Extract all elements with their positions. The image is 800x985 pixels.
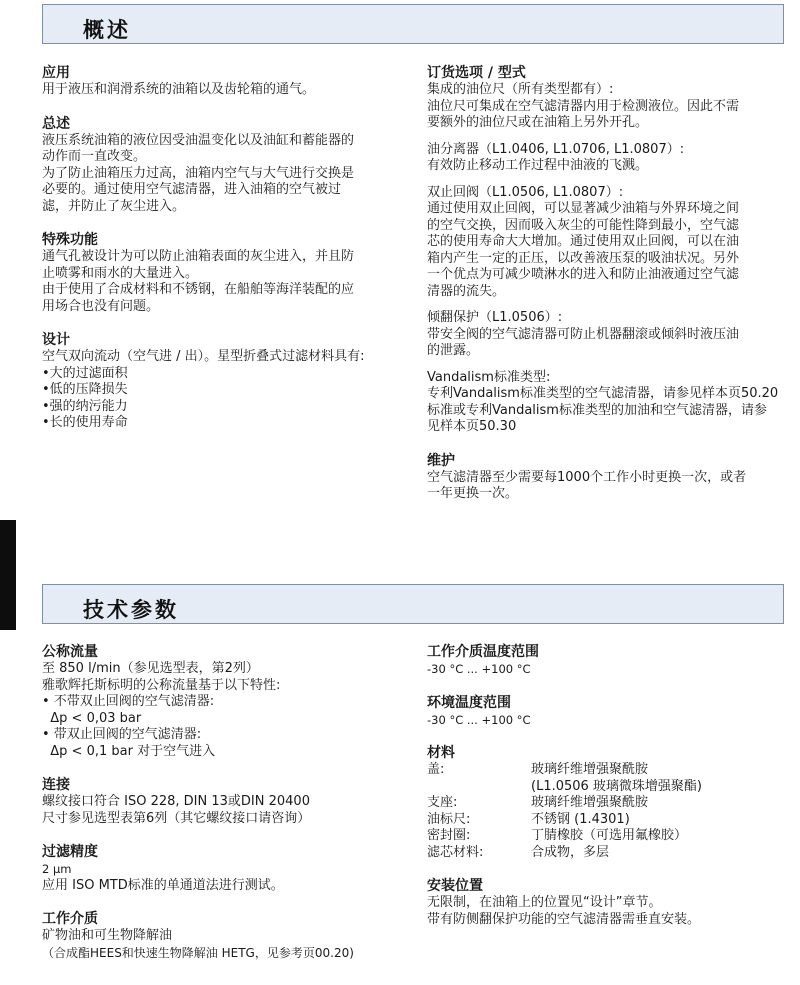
install-line: 无限制，在油箱上的位置见“设计”章节。: [427, 895, 662, 910]
material-row: [427, 762, 792, 779]
precision-heading: 过滤精度: [42, 844, 98, 860]
summary-line: 液压系统油箱的液位因受油温变化以及油缸和蓄能器的: [42, 132, 355, 148]
maintenance-heading: 维护: [427, 452, 455, 469]
flow-line: • 不带双止回阀的空气滤清器:: [42, 694, 215, 709]
connection-line: 尺寸参见选型表第6列（其它螺纹接口请咨询）: [42, 810, 311, 826]
work-temp-heading: 工作介质温度范围: [427, 644, 539, 660]
install-heading: 安装位置: [427, 878, 483, 894]
flow-line: Δp < 0,1 bar 对于空气进入: [42, 743, 216, 759]
ordering-line: 专利Vandalism标准类型的空气滤清器，请参见样本页50.20: [427, 386, 779, 401]
material-value: 不锈钢 (1.4301): [531, 811, 630, 827]
ordering-line: 油位尺可集成在空气滤清器内用于检测液位。因此不需: [427, 98, 740, 114]
design-line: 空气双向流动（空气进 / 出）。星型折叠式过滤材料具有:: [42, 349, 365, 364]
ordering-line: 有效防止移动工作过程中油液的飞溅。: [427, 158, 649, 173]
material-row: [427, 795, 792, 812]
ordering-line: 一个优点为可减少喷淋水的进入和防止油液通过空气滤: [427, 267, 740, 282]
ordering-line: 带安全阀的空气滤清器可防止机器翻滚或倾斜时液压油: [427, 326, 740, 342]
special-line: 用场合也没有问题。: [42, 298, 160, 314]
ordering-line: 双止回阀（L1.0506, L1.0807）:: [427, 184, 624, 200]
special-line: 由于使用了合成材料和不锈钢，在船舶等海洋装配的应: [42, 282, 355, 297]
material-row: [427, 828, 792, 845]
ordering-line: 箱内产生一定的正压，以改善液压泵的吸油状况。另外: [427, 250, 740, 266]
summary-heading: 总述: [42, 115, 70, 132]
connection-heading: 连接: [42, 777, 70, 793]
connection-line: 螺纹接口符合 ISO 228, DIN 13或DIN 20400: [42, 794, 310, 809]
application-text: 用于液压和润滑系统的油箱以及齿轮箱的通气。: [42, 82, 316, 97]
design-bullet: •长的使用寿命: [42, 415, 128, 430]
precision-line: 2 µm: [42, 862, 72, 876]
material-value: 丁腈橡胶（可选用氟橡胶）: [531, 828, 688, 843]
ordering-line: 标准或专利Vandalism标准类型的加油和空气滤清器，请参: [427, 402, 767, 418]
ordering-line: 倾翻保护（L1.0506）:: [427, 310, 563, 325]
env-temp-value: -30 °C ... +100 °C: [427, 712, 531, 727]
summary-line: 为了防止油箱压力过高，油箱内空气与大气进行交换是: [42, 165, 355, 181]
ordering-line: 的泄露。: [427, 343, 480, 358]
media-line: 矿物油和可生物降解油: [42, 928, 173, 943]
ordering-line: 通过使用双止回阀，可以显著减少油箱与外界环境之间: [427, 201, 740, 216]
material-label: 滤芯材料:: [427, 844, 484, 860]
overview-title: 概述: [83, 18, 131, 42]
env-temp-heading: 环境温度范围: [427, 694, 511, 711]
material-value: (L1.0506 玻璃微珠增强聚酯): [531, 778, 703, 794]
ordering-line: 要额外的油位尺或在油箱上另外开孔。: [427, 115, 649, 130]
material-value: 玻璃纤维增强聚酰胺: [531, 762, 649, 777]
flow-line: Δp < 0,03 bar: [42, 710, 142, 726]
material-value: 玻璃纤维增强聚酰胺: [531, 795, 649, 810]
design-bullet: •低的压降损失: [42, 382, 128, 397]
material-row: [427, 779, 792, 796]
design-bullet: •强的纳污能力: [42, 398, 128, 414]
special-heading: 特殊功能: [42, 232, 98, 248]
material-label: 盖:: [427, 762, 445, 777]
tech-header: [42, 584, 784, 624]
ordering-line: Vandalism标准类型:: [427, 369, 551, 385]
material-label: [427, 779, 531, 796]
install-line: 带有防侧翻保护功能的空气滤清器需垂直安装。: [427, 911, 701, 927]
flow-line: 雅歌辉托斯标明的公称流量基于以下特性:: [42, 677, 281, 693]
ordering-line: 集成的油位尺（所有类型都有）:: [427, 82, 614, 97]
material-label: 密封圈:: [427, 828, 471, 843]
ordering-line: 见样本页50.30: [427, 419, 517, 434]
flow-heading: 公称流量: [42, 644, 98, 660]
material-value: 合成物，多层: [531, 844, 610, 860]
application-heading: 应用: [42, 65, 70, 81]
material-row: [427, 812, 792, 829]
overview-right-column: [427, 64, 792, 503]
tech-title: 技术参数: [83, 598, 179, 622]
work-temp-value: -30 °C ... +100 °C: [427, 662, 531, 676]
summary-line: 滤，并防止了灰尘进入。: [42, 198, 186, 214]
tech-left-column: [42, 643, 412, 961]
precision-line: 应用 ISO MTD标准的单通道法进行测试。: [42, 877, 284, 893]
media-line: （合成酯HEES和快速生物降解油 HETG，见参考页00.20): [42, 945, 354, 960]
tech-right-column: [427, 643, 792, 928]
design-bullet: •大的过滤面积: [42, 365, 128, 381]
ordering-heading: 订货选项 / 型式: [427, 65, 526, 81]
media-heading: 工作介质: [42, 911, 98, 927]
material-label: 支座:: [427, 795, 458, 810]
overview-header: [42, 4, 784, 44]
ordering-line: 的空气交换，因而吸入灰尘的可能性降到最小，空气滤: [427, 217, 740, 233]
ordering-line: 芯的使用寿命大大增加。通过使用双止回阀，可以在油: [427, 234, 740, 249]
maintenance-line: 空气滤清器至少需要每1000个工作小时更换一次，或者: [427, 469, 747, 485]
flow-line: • 带双止回阀的空气滤清器:: [42, 727, 202, 742]
materials-heading: 材料: [427, 745, 455, 761]
maintenance-line: 一年更换一次。: [427, 486, 519, 501]
summary-line: 必要的。通过使用空气滤清器，进入油箱的空气被过: [42, 182, 342, 197]
page-side-tab: [0, 520, 16, 630]
overview-left-column: [42, 64, 402, 432]
ordering-line: 清器的流失。: [427, 283, 506, 299]
summary-line: 动作而一直改变。: [42, 149, 147, 164]
material-row: [427, 845, 792, 862]
special-line: 止喷雾和雨水的大量进入。: [42, 265, 199, 281]
ordering-line: 油分离器（L1.0406, L1.0706, L1.0807）:: [427, 141, 685, 157]
special-line: 通气孔被设计为可以防止油箱表面的灰尘进入，并且防: [42, 249, 355, 264]
design-heading: 设计: [42, 332, 70, 348]
flow-line: 至 850 l/min（参见选型表，第2列）: [42, 661, 259, 676]
material-label: 油标尺:: [427, 811, 471, 827]
